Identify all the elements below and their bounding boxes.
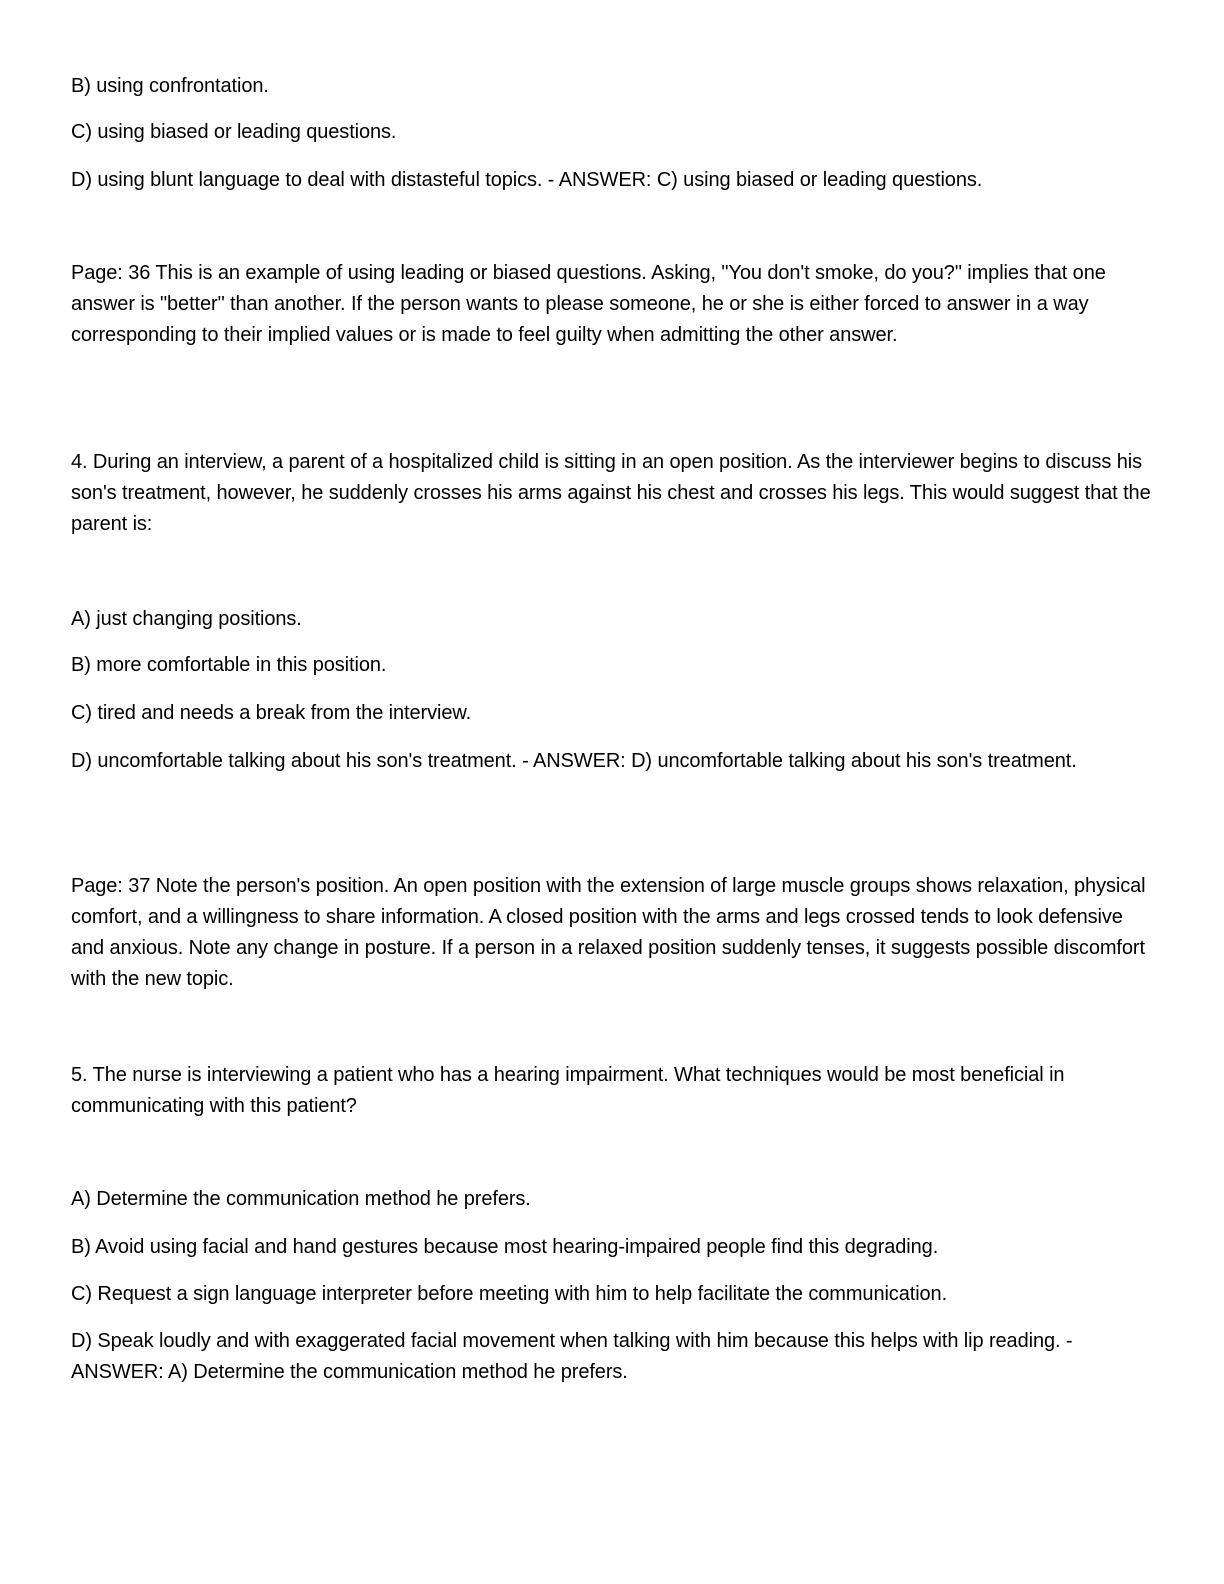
q5-option-b: B) Avoid using facial and hand gestures because most hearing-impaired people find this degrading. — [71, 1236, 939, 1258]
q4-stem: 4. During an interview, a parent of a hospitalized child is sitting in an open position. As the interviewer begins to discuss his son's treatment, however, he suddenly crosses his arms against his chest and crosses his legs. This would suggest that the parent is: — [71, 451, 1151, 535]
q5-option-d-answer: D) Speak loudly and with exaggerated facial movement when talking with him because this helps with lip reading. - ANSWER: A) Determine the communication method he prefers. — [71, 1330, 1073, 1383]
q3-option-d-answer: D) using blunt language to deal with distasteful topics. - ANSWER: C) using biased or leading questions. — [71, 169, 983, 191]
q4-option-b: B) more comfortable in this position. — [71, 654, 387, 676]
q4-option-c: C) tired and needs a break from the interview. — [71, 702, 472, 724]
q4-option-a: A) just changing positions. — [71, 608, 302, 630]
q3-option-c: C) using biased or leading questions. — [71, 121, 397, 143]
q5-option-a: A) Determine the communication method he prefers. — [71, 1188, 531, 1210]
q5-stem: 5. The nurse is interviewing a patient who has a hearing impairment. What techniques would be most beneficial in communicating with this patient? — [71, 1064, 1065, 1117]
q4-rationale: Page: 37 Note the person's position. An open position with the extension of large muscle groups shows relaxation, physical comfort, and a willingness to share information. A closed position with the arms and legs crossed tends to look defensive and anxious. Note any change in posture. If a person in a relaxed position suddenly tenses, it suggests possible discomfort with the new topic. — [71, 875, 1146, 990]
q3-option-b: B) using confrontation. — [71, 75, 269, 97]
q4-option-d-answer: D) uncomfortable talking about his son's treatment. - ANSWER: D) uncomfortable talking about his son's treatment. — [71, 750, 1077, 772]
q3-rationale: Page: 36 This is an example of using leading or biased questions. Asking, "You don't smoke, do you?" implies that one answer is "better" than another. If the person wants to please someone, he or she is either forced to answer in a way corresponding to their implied values or is made to feel guilty when admitting the other answer. — [71, 262, 1106, 346]
q5-option-c: C) Request a sign language interpreter before meeting with him to help facilitate the communication. — [71, 1283, 948, 1305]
